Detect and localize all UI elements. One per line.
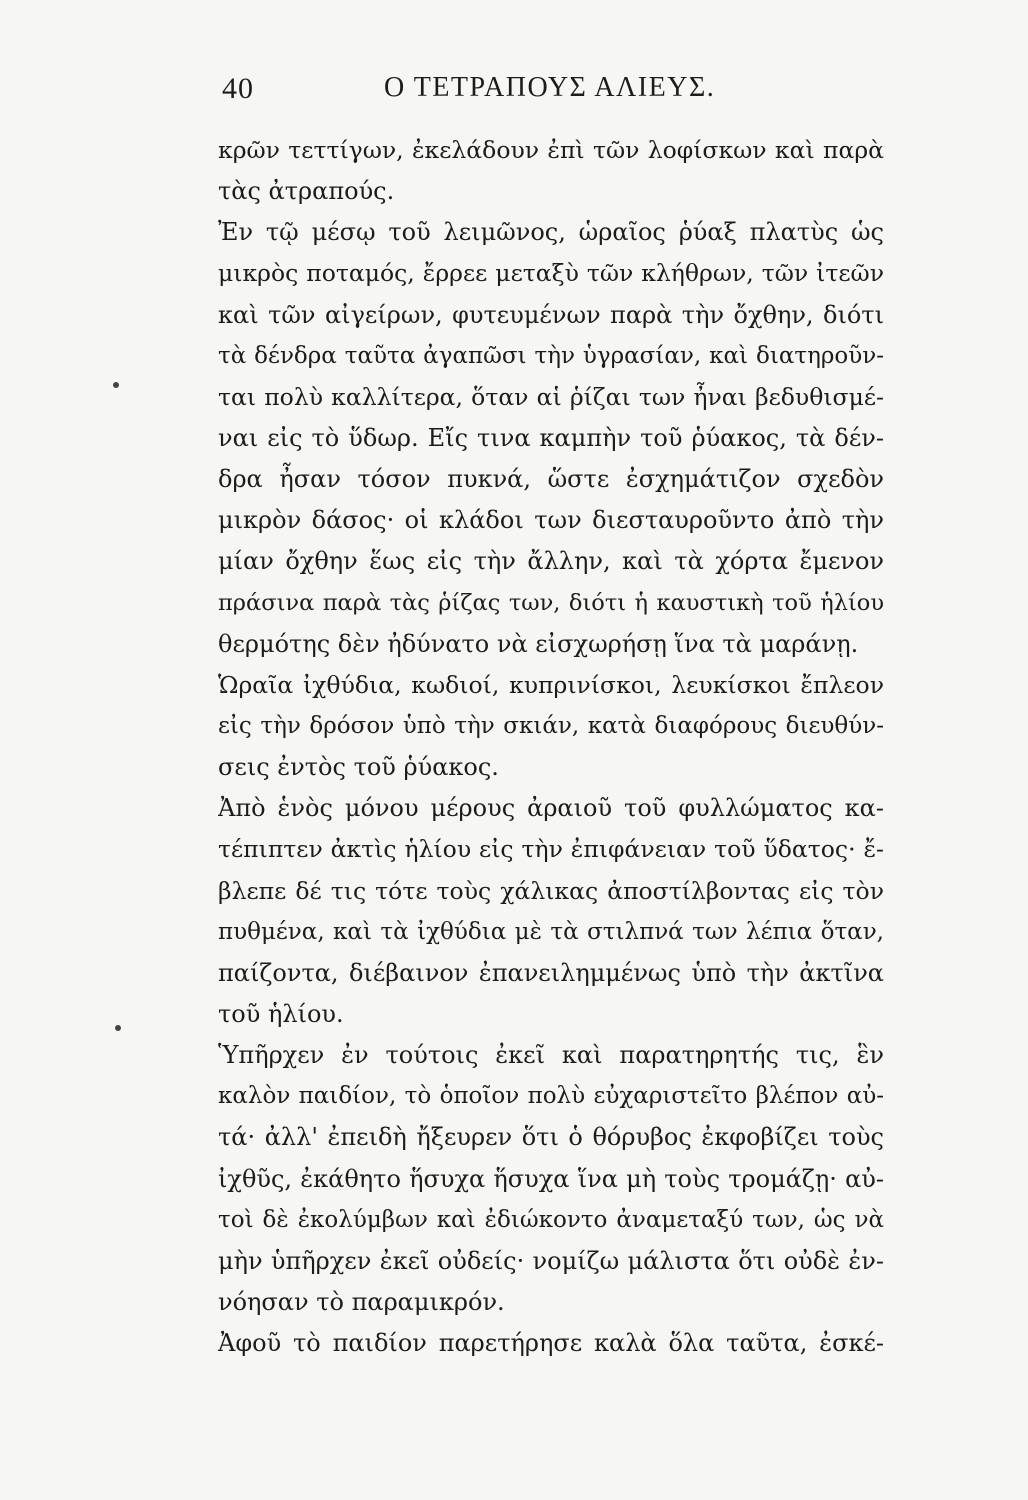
text-line: τέπιπτεν ἀκτὶς ἡλίου εἰς τὴν ἐπιφάνειαν τοῦ ὕδατος· ἔ- [218, 835, 884, 864]
text-line: Ὡραῖα ἰχθύδια, κωδιοί, κυπρινίσκοι, λευκίσκοι ἔπλεον [218, 670, 884, 699]
text-line: δρα ἦσαν τόσον πυκνά, ὥστε ἐσχημάτιζον σχεδὸν [218, 465, 884, 494]
text-line: νόησαν τὸ παραμικρόν. [218, 1287, 505, 1316]
text-line: μὴν ὑπῆρχεν ἐκεῖ οὐδείς· νομίζω μάλιστα ὅτι οὐδὲ ἐν- [218, 1246, 884, 1275]
text-line: θερμότης δὲν ἠδύνατο νὰ εἰσχωρήσῃ ἵνα τὰ μαράνῃ. [218, 629, 859, 658]
text-line: καὶ τῶν αἰγείρων, φυτευμένων παρὰ τὴν ὄχθην, διότι [218, 300, 884, 329]
text-line: τὰ δένδρα ταῦτα ἀγαπῶσι τὴν ὑγρασίαν, καὶ διατηροῦν- [218, 342, 884, 369]
page-number: 40 [222, 72, 254, 105]
page-header [222, 72, 884, 112]
text-line: τὰς ἀτραπούς. [218, 177, 395, 206]
text-line: εἰς τὴν δρόσον ὑπὸ τὴν σκιάν, κατὰ διαφόρους διευθύν- [218, 712, 884, 739]
ink-speck [113, 382, 119, 388]
text-line: κρῶν τεττίγων, ἐκελάδουν ἐπὶ τῶν λοφίσκων καὶ παρὰ [218, 136, 884, 164]
text-line: πράσινα παρὰ τὰς ῥίζας των, διότι ἡ καυστικὴ τοῦ ἡλίου [218, 589, 884, 616]
text-line: τοῦ ἡλίου. [218, 999, 344, 1028]
text-line: καλὸν παιδίον, τὸ ὁποῖον πολὺ εὐχαριστεῖτο βλέπον αὐ- [218, 1083, 884, 1110]
text-line: μικρὸν δάσος· οἱ κλάδοι των διεσταυροῦντο ἀπὸ τὴν [218, 506, 884, 535]
text-line: μικρὸς ποταμός, ἔρρεε μεταξὺ τῶν κλήθρων, τῶν ἰτεῶν [218, 259, 884, 288]
text-line: ναι εἰς τὸ ὕδωρ. Εἴς τινα καμπὴν τοῦ ῥύακος, τὰ δέν- [218, 423, 884, 452]
text-line: πυθμένα, καὶ τὰ ἰχθύδια μὲ τὰ στιλπνά των λέπια ὅταν, [218, 918, 884, 945]
ink-speck [115, 1025, 121, 1031]
running-title: Ο ΤΕΤΡΑΠΟΥΣ ΑΛΙΕΥΣ. [384, 72, 716, 103]
text-line: Ἀπὸ ἑνὸς μόνου μέρους ἀραιοῦ τοῦ φυλλώματος κα- [218, 794, 884, 823]
body-text [218, 130, 884, 1364]
text-line: βλεπε δέ τις τότε τοὺς χάλικας ἀποστίλβοντας εἰς τὸν [218, 876, 884, 905]
text-line: μίαν ὄχθην ἕως εἰς τὴν ἄλλην, καὶ τὰ χόρτα ἔμενον [218, 547, 884, 576]
text-line: ἰχθῦς, ἐκάθητο ἥσυχα ἥσυχα ἵνα μὴ τοὺς τρομάζῃ· αὐ- [218, 1164, 884, 1193]
text-line: παίζοντα, διέβαινον ἐπανειλημμένως ὑπὸ τὴν ἀκτῖνα [218, 958, 884, 987]
text-line: ται πολὺ καλλίτερα, ὅταν αἱ ῥίζαι των ἦναι βεδυθισμέ- [218, 382, 884, 411]
text-line: Ἀφοῦ τὸ παιδίον παρετήρησε καλὰ ὅλα ταῦτα, ἐσκέ- [218, 1329, 884, 1358]
text-line: Ἐν τῷ μέσῳ τοῦ λειμῶνος, ὡραῖος ῥύαξ πλατὺς ὡς [218, 218, 884, 247]
text-line: Ὑπῆρχεν ἐν τούτοις ἐκεῖ καὶ παρατηρητής τις, ἓν [218, 1041, 884, 1070]
text-line: τά· ἀλλ' ἐπειδὴ ἤξευρεν ὅτι ὁ θόρυβος ἐκφοβίζει τοὺς [218, 1123, 884, 1152]
text-line: τοὶ δὲ ἐκολύμβων καὶ ἐδιώκοντο ἀναμεταξύ των, ὡς νὰ [218, 1206, 884, 1233]
text-line: σεις ἐντὸς τοῦ ῥύακος. [218, 753, 499, 782]
